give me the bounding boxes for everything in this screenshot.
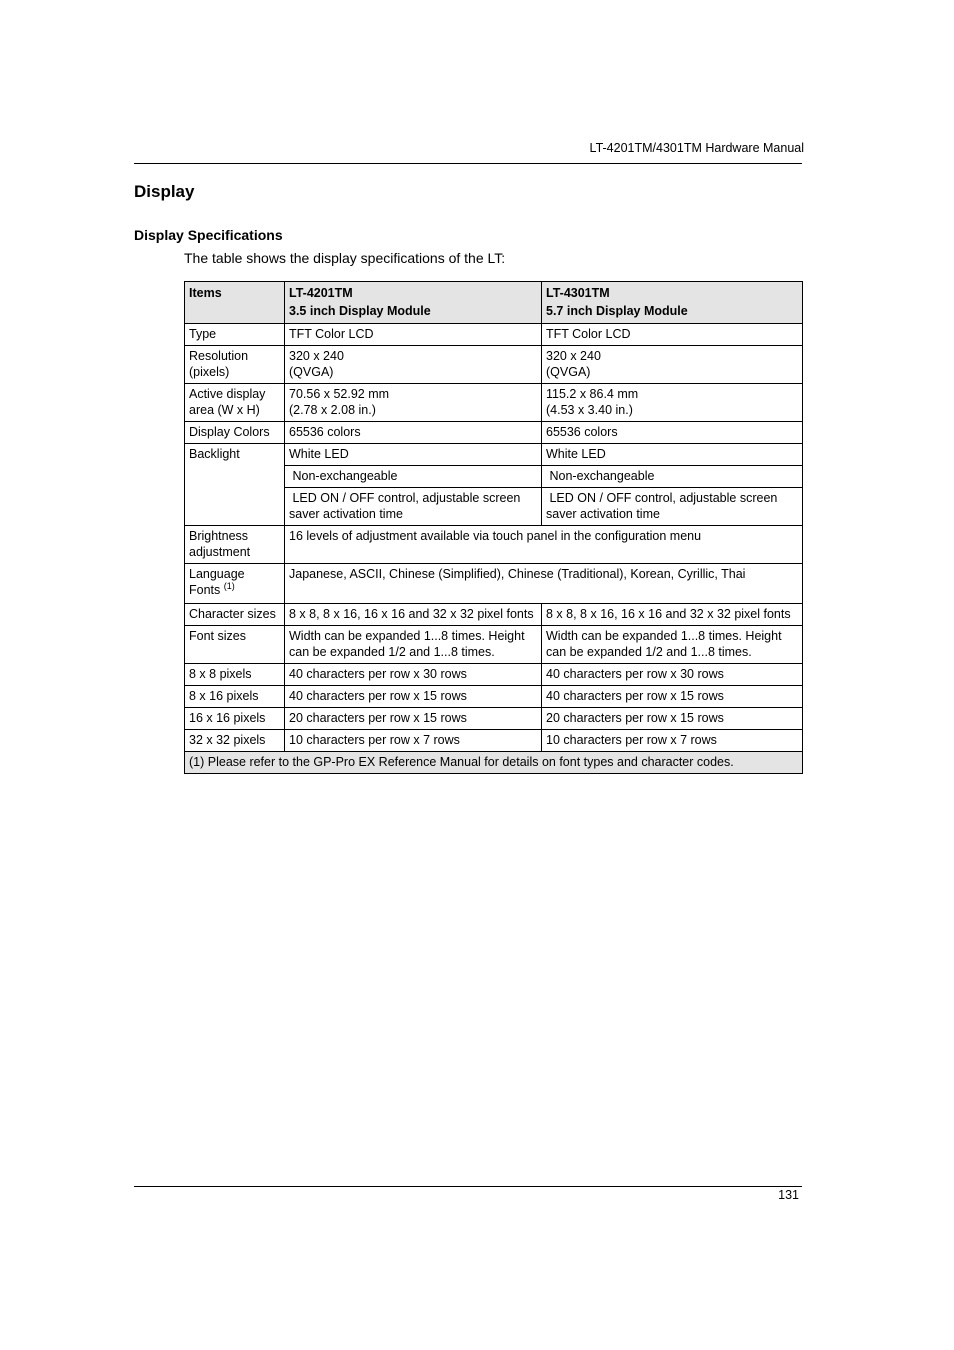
- cell: 16 levels of adjustment available via touch panel in the configuration menu: [285, 526, 803, 564]
- cell: White LED: [542, 444, 803, 466]
- table-row: [185, 346, 803, 384]
- cell: White LED: [285, 444, 542, 466]
- cell: 8 x 8, 8 x 16, 16 x 16 and 32 x 32 pixel fonts: [542, 604, 803, 626]
- cell: 70.56 x 52.92 mm (2.78 x 2.08 in.): [285, 384, 542, 422]
- cell: 40 characters per row x 30 rows: [285, 664, 542, 686]
- header-lt4301: LT-4301TM 5.7 inch Display Module: [542, 282, 803, 324]
- cell: 320 x 240 (QVGA): [285, 346, 542, 384]
- header-lt4201: LT-4201TM 3.5 inch Display Module: [285, 282, 542, 324]
- table-row: [185, 384, 803, 422]
- table-row: [185, 626, 803, 664]
- footnote-ref: (1): [223, 580, 235, 591]
- section-title: Display: [134, 182, 195, 201]
- cell: TFT Color LCD: [542, 324, 803, 346]
- row-label: Brightness adjustment: [185, 526, 285, 564]
- cell: 40 characters per row x 30 rows: [542, 664, 803, 686]
- page-number: 131: [778, 1188, 799, 1202]
- cell: Non-exchangeable: [285, 466, 542, 488]
- cell: Width can be expanded 1...8 times. Height can be expanded 1/2 and 1...8 times.: [542, 626, 803, 664]
- subsection-title: Display Specifications: [134, 227, 283, 243]
- table-row: [185, 708, 803, 730]
- row-label: Active display area (W x H): [185, 384, 285, 422]
- table-row: [185, 664, 803, 686]
- header-items: Items: [185, 282, 285, 324]
- cell: 40 characters per row x 15 rows: [542, 686, 803, 708]
- row-label: Backlight: [185, 444, 285, 526]
- display-spec-table: [184, 281, 803, 774]
- table-row: [185, 730, 803, 752]
- table-footnote-row: [185, 752, 803, 774]
- cell: 10 characters per row x 7 rows: [285, 730, 542, 752]
- cell: Japanese, ASCII, Chinese (Simplified), Chinese (Traditional), Korean, Cyrillic, Thai: [285, 564, 803, 604]
- row-label: Type: [185, 324, 285, 346]
- cell: TFT Color LCD: [285, 324, 542, 346]
- cell: 20 characters per row x 15 rows: [542, 708, 803, 730]
- intro-text: The table shows the display specifications of the LT:: [184, 250, 506, 266]
- cell: LED ON / OFF control, adjustable screen saver activation time: [285, 488, 542, 526]
- table-header-row: [185, 282, 803, 324]
- cell: Width can be expanded 1...8 times. Height can be expanded 1/2 and 1...8 times.: [285, 626, 542, 664]
- table-row: [185, 604, 803, 626]
- table-row: [185, 324, 803, 346]
- cell: 320 x 240 (QVGA): [542, 346, 803, 384]
- footer-rule: [134, 1186, 802, 1187]
- row-label: 32 x 32 pixels: [185, 730, 285, 752]
- cell: LED ON / OFF control, adjustable screen saver activation time: [542, 488, 803, 526]
- table-row: [185, 526, 803, 564]
- cell: 65536 colors: [542, 422, 803, 444]
- table-row: [185, 444, 803, 466]
- row-label: Display Colors: [185, 422, 285, 444]
- row-label: Resolution (pixels): [185, 346, 285, 384]
- row-label: Character sizes: [185, 604, 285, 626]
- table-row: [185, 422, 803, 444]
- row-label: Font sizes: [185, 626, 285, 664]
- header-rule: [134, 163, 802, 164]
- cell: 115.2 x 86.4 mm (4.53 x 3.40 in.): [542, 384, 803, 422]
- table-row: [185, 564, 803, 604]
- row-label: 8 x 8 pixels: [185, 664, 285, 686]
- cell: 65536 colors: [285, 422, 542, 444]
- cell: Non-exchangeable: [542, 466, 803, 488]
- cell: 40 characters per row x 15 rows: [285, 686, 542, 708]
- cell: 20 characters per row x 15 rows: [285, 708, 542, 730]
- footnote: (1) Please refer to the GP-Pro EX Reference Manual for details on font types and character codes.: [185, 752, 803, 774]
- table-row: [185, 686, 803, 708]
- row-label: 16 x 16 pixels: [185, 708, 285, 730]
- cell: 8 x 8, 8 x 16, 16 x 16 and 32 x 32 pixel fonts: [285, 604, 542, 626]
- row-label: Language Fonts $^{(1)}$: [185, 564, 285, 604]
- manual-title: LT-4201TM/4301TM Hardware Manual: [589, 141, 804, 155]
- cell: 10 characters per row x 7 rows: [542, 730, 803, 752]
- row-label: 8 x 16 pixels: [185, 686, 285, 708]
